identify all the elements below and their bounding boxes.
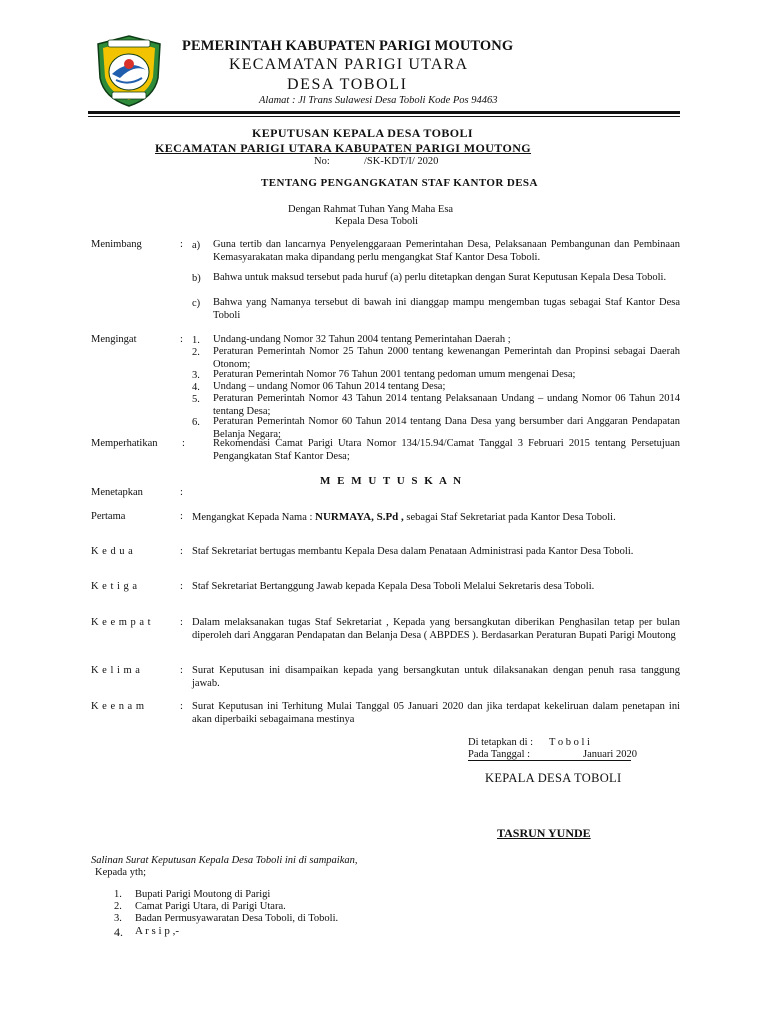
signature-name: TASRUN YUNDE bbox=[497, 826, 591, 840]
header-address: Alamat : Jl Trans Sulawesi Desa Toboli Kode Pos 94463 bbox=[259, 95, 498, 106]
mengingat-label: Mengingat bbox=[91, 334, 137, 345]
copies-item bbox=[114, 925, 514, 939]
decision-text-kelima: Surat Keputusan ini disampaikan kepada yang bersangkutan untuk dilaksanakan dengan penuh rasa tanggung jawab. bbox=[192, 665, 680, 689]
menetapkan-label: Menetapkan bbox=[91, 487, 143, 498]
decision-text-pertama bbox=[192, 511, 680, 525]
mengingat-marker: 3. bbox=[192, 370, 200, 381]
mengingat-text: Peraturan Pemerintah Nomor 60 Tahun 2014 tentang Dana Desa yang bersumber dari Anggaran Pendapatan Belanja Negara; bbox=[213, 416, 680, 440]
decision-label-keenam: Keenam bbox=[91, 701, 148, 712]
menetapkan-colon: : bbox=[180, 487, 183, 498]
decision-colon: : bbox=[180, 546, 183, 557]
mengingat-colon: : bbox=[180, 334, 183, 345]
mengingat-marker: 5. bbox=[192, 394, 200, 405]
decision-text-keenam: Surat Keputusan ini Terhitung Mulai Tanggal 05 Januari 2020 dan jika terdapat kekeliruan dalam penetapan ini akan diperbaiki sebagaimana mestinya bbox=[192, 701, 680, 725]
header-rule-thick bbox=[88, 111, 680, 114]
mengingat-text: Peraturan Pemerintah Nomor 43 Tahun 2014 tentang Pelaksanaan Undang – undang Nomor 06 Tahun 2014 tentang Desa; bbox=[213, 393, 680, 417]
decree-title: KEPUTUSAN KEPALA DESA TOBOLI bbox=[252, 126, 473, 140]
decree-subject: TENTANG PENGANGKATAN STAF KANTOR DESA bbox=[261, 177, 538, 189]
signature-position: KEPALA DESA TOBOLI bbox=[485, 771, 622, 785]
appointee-name: NURMAYA, S.Pd , bbox=[315, 511, 404, 523]
copies-item bbox=[114, 888, 514, 900]
decision-label-pertama: Pertama bbox=[91, 511, 126, 522]
decree-subtitle: KECAMATAN PARIGI UTARA KABUPATEN PARIGI MOUTONG bbox=[155, 141, 532, 155]
header-village: DESA TOBOLI bbox=[287, 76, 408, 93]
copies-text: Badan Permusyawaratan Desa Toboli, di Toboli. bbox=[135, 913, 339, 924]
mengingat-text: Peraturan Pemerintah Nomor 76 Tahun 2001 tentang pedoman umum mengenai Desa; bbox=[213, 369, 576, 380]
decree-number-label: No: bbox=[314, 156, 330, 167]
mengingat-marker: 4. bbox=[192, 382, 200, 393]
copies-marker: 4. bbox=[114, 925, 123, 939]
decision-colon: : bbox=[180, 665, 183, 676]
decision-text-keempat: Dalam melaksanakan tugas Staf Sekretariat , Kepada yang bersangkutan diberikan Penghasilan tetap per bulan diperoleh dari Anggaran Pendapatan dan Belanja Desa ( ABPDES ). Berdasarkan Peraturan Bupati Parigi Moutong bbox=[192, 617, 680, 641]
mengingat-text: Peraturan Pemerintah Nomor 25 Tahun 2000 tentang kewenangan Pemerintah dan Propinsi sebagai Daerah Otonom; bbox=[213, 346, 680, 370]
signature-date: Januari 2020 bbox=[583, 749, 637, 760]
mengingat-marker: 6. bbox=[192, 417, 200, 428]
decision-post: sebagai Staf Sekretariat pada Kantor Desa Toboli. bbox=[403, 512, 616, 523]
copies-item bbox=[114, 900, 514, 912]
menimbang-marker-a: a) bbox=[192, 240, 201, 251]
header-rule-thin bbox=[88, 116, 680, 117]
header-district: KECAMATAN PARIGI UTARA bbox=[229, 56, 469, 73]
decision-text-kedua: Staf Sekretariat bertugas membantu Kepala Desa dalam Penataan Administrasi pada Kantor Desa Toboli. bbox=[192, 546, 634, 557]
copies-text: Bupati Parigi Moutong di Parigi bbox=[135, 889, 271, 900]
signature-place: T o b o l i bbox=[549, 737, 590, 748]
decision-pre: Mengangkat Kepada Nama : bbox=[192, 512, 316, 523]
menimbang-text-a: Guna tertib dan lancarnya Penyelenggaraan Pemerintahan Desa, Pelaksanaan Pembangunan dan Pembinaan Kemasyarakatan maka dipandang perlu mengangkat Staf Kantor Desa Toboli. bbox=[213, 239, 680, 263]
signature-date-underline bbox=[468, 760, 631, 761]
opening-line-2: Kepala Desa Toboli bbox=[335, 216, 419, 227]
mengingat-text: Undang-undang Nomor 32 Tahun 2004 tentang Pemerintahan Daerah ; bbox=[213, 334, 511, 345]
memperhatikan-text: Rekomendasi Camat Parigi Utara Nomor 134/15.94/Camat Tanggal 3 Februari 2015 tentang Persetujuan Pengangkatan Staf Kantor Desa; bbox=[213, 438, 680, 462]
decision-label-keempat: Keempat bbox=[91, 617, 155, 628]
decision-text-ketiga: Staf Sekretariat Bertanggung Jawab kepada Kepala Desa Toboli Melalui Sekretaris desa Toboli. bbox=[192, 581, 595, 592]
decision-colon: : bbox=[180, 581, 183, 592]
decision-label-ketiga: Ketiga bbox=[91, 581, 141, 592]
menimbang-text-b: Bahwa untuk maksud tersebut pada huruf (a) perlu ditetapkan dengan Surat Keputusan Kepala Desa Toboli. bbox=[213, 272, 667, 283]
opening-line-1: Dengan Rahmat Tuhan Yang Maha Esa bbox=[288, 204, 454, 215]
regency-emblem-graphic bbox=[94, 34, 164, 108]
signature-date-label: Pada Tanggal : bbox=[468, 749, 531, 760]
decision-label-kedua: Kedua bbox=[91, 546, 137, 557]
copies-list bbox=[114, 888, 514, 939]
decision-colon: : bbox=[180, 701, 183, 712]
copies-text: A r s i p ,- bbox=[135, 925, 179, 937]
copies-marker: 2. bbox=[114, 901, 122, 912]
menimbang-marker-c: c) bbox=[192, 298, 201, 309]
copies-text: Camat Parigi Utara, di Parigi Utara. bbox=[135, 901, 286, 912]
menimbang-marker-b: b) bbox=[192, 273, 201, 284]
copies-item bbox=[114, 912, 514, 925]
copies-recipient: Kepada yth; bbox=[95, 867, 147, 878]
decree-number: /SK-KDT/I/ 2020 bbox=[364, 156, 439, 167]
memperhatikan-colon: : bbox=[182, 438, 185, 449]
copies-marker: 3. bbox=[114, 913, 122, 924]
copies-intro: Salinan Surat Keputusan Kepala Desa Toboli ini di sampaikan, bbox=[91, 855, 358, 866]
header-government: PEMERINTAH KABUPATEN PARIGI MOUTONG bbox=[182, 38, 514, 54]
mengingat-marker: 1. bbox=[192, 335, 200, 346]
memutuskan-heading: M E M U T U S K A N bbox=[320, 475, 464, 487]
decision-label-kelima: Kelima bbox=[91, 665, 144, 676]
decision-colon: : bbox=[180, 617, 183, 628]
menimbang-label: Menimbang bbox=[91, 239, 142, 250]
signature-place-label: Di tetapkan di : bbox=[468, 737, 534, 748]
mengingat-text: Undang – undang Nomor 06 Tahun 2014 tentang Desa; bbox=[213, 381, 446, 392]
decision-colon: : bbox=[180, 511, 183, 522]
menimbang-colon: : bbox=[180, 239, 183, 250]
menimbang-text-c: Bahwa yang Namanya tersebut di bawah ini dianggap mampu mengemban tugas sebagai Staf Kantor Desa Toboli bbox=[213, 297, 680, 321]
mengingat-marker: 2. bbox=[192, 347, 200, 358]
memperhatikan-label: Memperhatikan bbox=[91, 438, 158, 449]
regency-emblem bbox=[94, 34, 164, 108]
copies-marker: 1. bbox=[114, 889, 122, 900]
